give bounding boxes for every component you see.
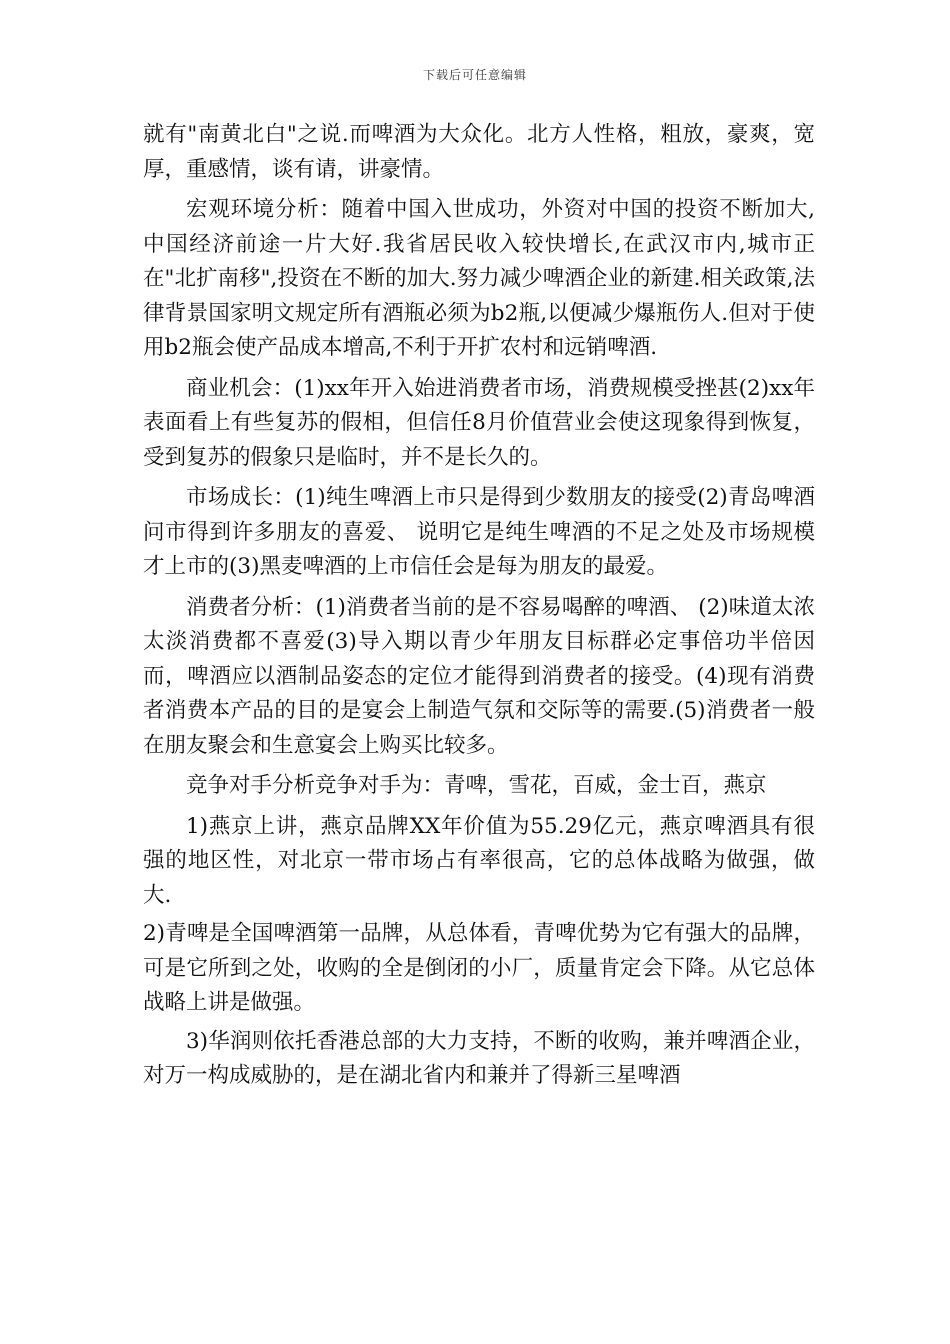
paragraph-competitor-analysis: 竞争对手分析竞争对手为：青啤，雪花，百威，金士百，燕京 [186,773,767,798]
paragraph-china-resources: 3)华润则依托香港总部的大力支持，不断的收购，兼并啤酒企业，对万一构成威胁的，是在湖北省内和兼并了得新三星啤酒 [143,1028,815,1088]
paragraph-market-growth: 市场成长：(1)纯生啤酒上市只是得到少数朋友的接受(2)青岛啤酒问市得到许多朋友的喜爱、 说明它是纯生啤酒的不足之处及市场规模才上市的(3)黑麦啤酒的上市信任会是每为朋友的最爱。 [143,485,815,579]
paragraph-yanjing: 1)燕京上讲，燕京品牌XX年价值为55.29亿元，燕京啤酒具有很强的地区性，对北京一带市场占有率很高，它的总体战略为做强，做大. [143,813,815,908]
paragraph-macro-environment: 宏观环境分析：随着中国入世成功，外资对中国的投资不断加大,中国经济前途一片大好.我省居民收入较快增长,在武汉市内,城市正在"北扩南移",投资在不断的加大.努力减少啤酒企业的新建.相关政策,法律背景国家明文规定所有酒瓶必须为b2瓶,以便减少爆瓶伤人.但对于使用b2瓶会使产品成本增高,不利于开扩农村和远销啤酒. [143,197,815,360]
paragraph-consumer-analysis: 消费者分析：(1)消费者当前的是不容易喝醉的啤酒、 (2)味道太浓太淡消费都不喜爱(3)导入期以青少年朋友目标群必定事倍功半倍因而，啤酒应以酒制品姿态的定位才能得到消费者的接受。(4)现有消费者消费本产品的目的是宴会上制造气氛和交际等的需要.(5)消费者一般在朋友聚会和生意宴会上购买比较多。 [143,594,815,758]
document-body [143,118,815,1094]
paragraph-regional-taste: 就有"南黄北白"之说.而啤酒为大众化。北方人性格，粗放，豪爽，宽厚，重感情，谈有请，讲豪情。 [143,122,815,182]
page-header-note: 下载后可任意编辑 [422,68,527,82]
paragraph-business-opportunity: 商业机会：(1)xx年开入始进消费者市场，消费规模受挫甚(2)xx年表面看上有些复苏的假相，但信任8月价值营业会使这现象得到恢复，受到复苏的假象只是临时，并不是长久的。 [143,375,815,470]
paragraph-tsingtao: 2)青啤是全国啤酒第一品牌，从总体看，青啤优势为它有强大的品牌，可是它所到之处，收购的全是倒闭的小厂，质量肯定会下降。从它总体战略上讲是做强。 [143,921,815,1015]
